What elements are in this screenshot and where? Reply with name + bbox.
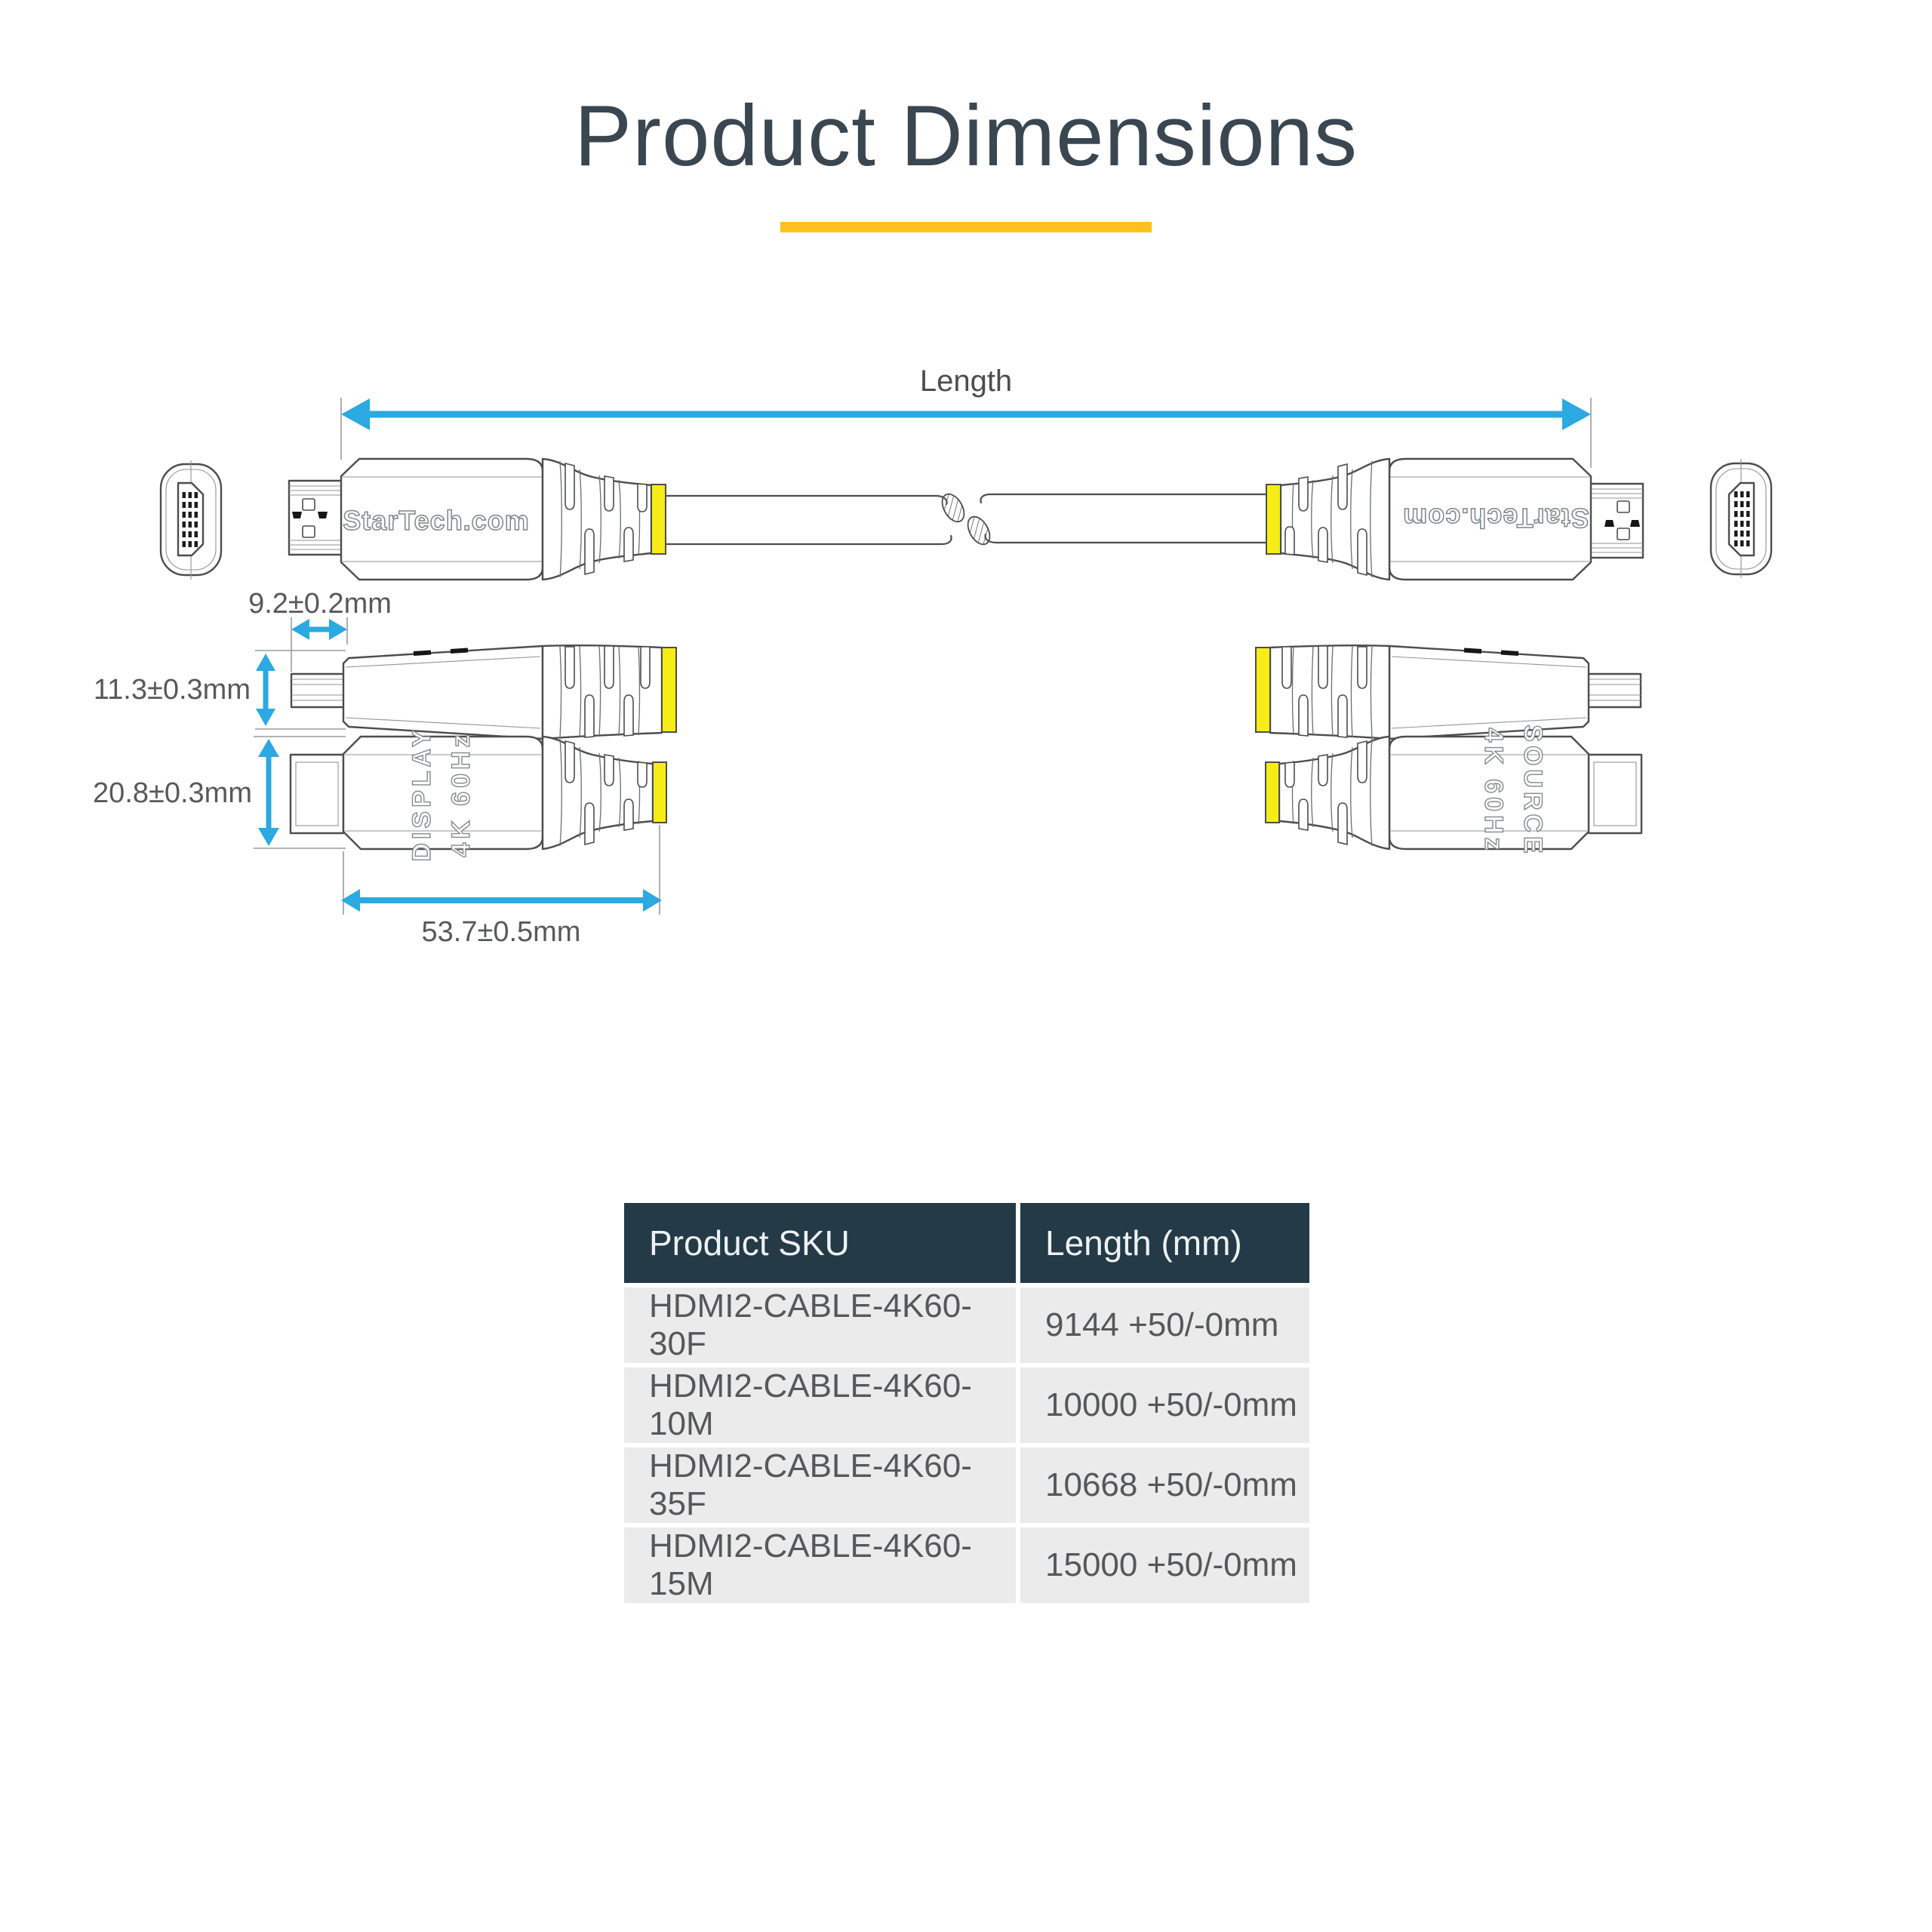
strain-relief <box>543 459 651 580</box>
hdmi-plug-tip-side <box>291 755 343 833</box>
brand-logo-right: StarTech.com <box>1402 503 1589 534</box>
cable-break-section <box>938 491 969 526</box>
connector-body-side <box>343 737 543 849</box>
hdmi-plug-tip-top <box>291 674 344 707</box>
source-label-line2: 4K 60Hz <box>1479 728 1508 854</box>
table-cell-length: 9144 +50/-0mm <box>1020 1287 1309 1363</box>
length-label: Length <box>919 365 1013 398</box>
arrow-head-left-icon <box>341 398 370 430</box>
hdmi-cable-side-view-left <box>161 459 968 580</box>
sku-table <box>624 1203 1309 1603</box>
table-cell-length: 10000 +50/-0mm <box>1020 1367 1309 1443</box>
yellow-band <box>651 485 666 554</box>
table-cell-length: 15000 +50/-0mm <box>1020 1527 1309 1603</box>
connector-side-view-right <box>1266 737 1641 849</box>
strain-relief-side <box>543 737 653 849</box>
table-cell-length: 10668 +50/-0mm <box>1020 1447 1309 1523</box>
brand-logo-left: StarTech.com <box>343 505 530 536</box>
connector-top-view-left <box>291 645 676 739</box>
display-label-line1: DISPLAY <box>408 726 436 862</box>
connector-side-view-left <box>291 737 666 849</box>
table-cell-sku: HDMI2-CABLE-4K60-15M <box>624 1527 1016 1603</box>
table-header-sku: Product SKU <box>624 1203 1016 1283</box>
connector-body-top <box>343 646 543 739</box>
source-label-line1: SOURCE <box>1518 724 1547 857</box>
connector-top-view-right <box>1256 645 1641 739</box>
yellow-band-top <box>662 648 676 732</box>
cable <box>666 491 968 544</box>
table-header-length: Length (mm) <box>1020 1203 1309 1283</box>
hdmi-port-pins <box>182 489 198 549</box>
hdmi-cable-side-view-right <box>964 459 1771 580</box>
hdmi-plug-tip <box>289 481 342 555</box>
table-cell-sku: HDMI2-CABLE-4K60-35F <box>624 1447 1016 1523</box>
hdmi-face-view <box>161 460 221 580</box>
body-height-label: 20.8±0.3mm <box>93 777 252 809</box>
display-label-line2: 4K 60Hz <box>447 731 475 857</box>
body-length-label: 53.7±0.5mm <box>421 916 581 948</box>
page-title: Product Dimensions <box>574 88 1358 184</box>
arrow-head-right-icon <box>1562 398 1591 430</box>
yellow-band-side <box>653 762 666 823</box>
plug-height-label: 11.3±0.3mm <box>93 674 251 706</box>
table-cell-sku: HDMI2-CABLE-4K60-10M <box>624 1367 1016 1443</box>
strain-relief-top <box>543 645 662 739</box>
table-cell-sku: HDMI2-CABLE-4K60-30F <box>624 1287 1016 1363</box>
plug-width-label: 9.2±0.2mm <box>248 588 392 620</box>
length-dimension <box>341 365 1591 468</box>
